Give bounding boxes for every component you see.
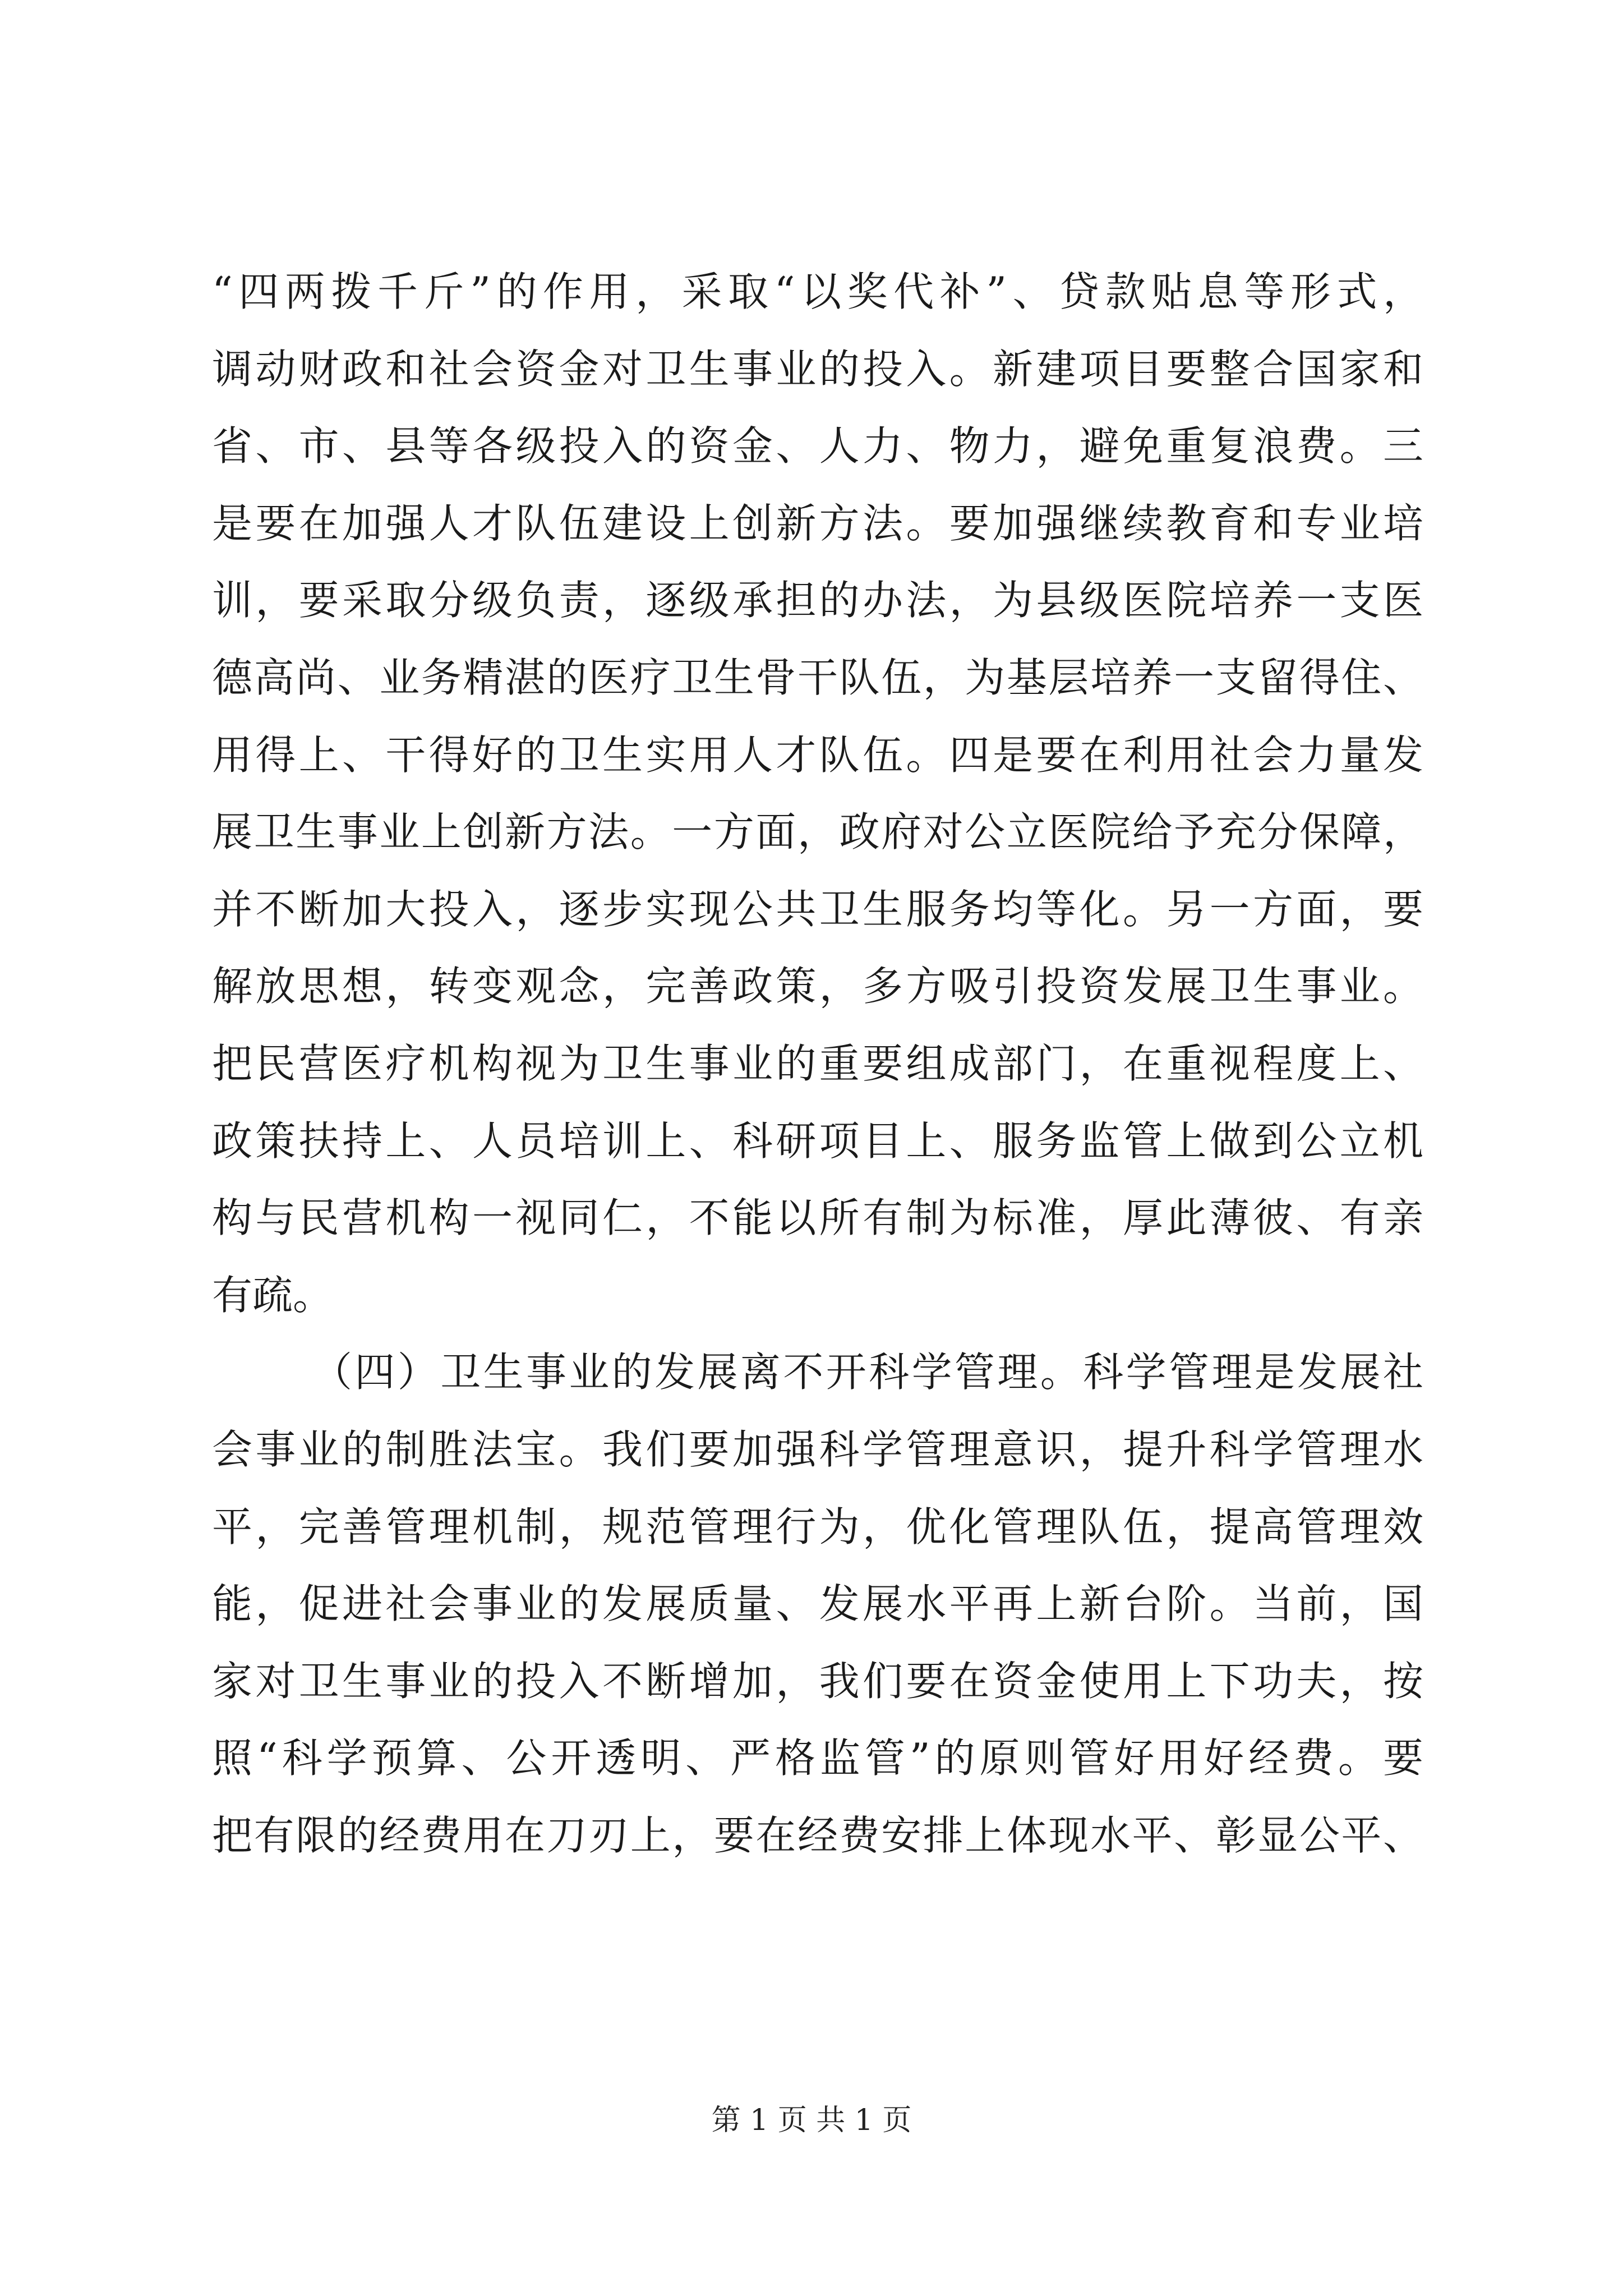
text-line: 家对卫生事业的投入不断增加，我们要在资金使用上下功夫，按 [212, 1657, 1423, 1705]
text-line: 照“科学预算、公开透明、严格监管”的原则管好用好经费。要 [212, 1734, 1423, 1782]
text-line: 德高尚、业务精湛的医疗卫生骨干队伍，为基层培养一支留得住、 [212, 654, 1423, 701]
text-line: 能，促进社会事业的发展质量、发展水平再上新台阶。当前，国 [212, 1580, 1423, 1628]
text-line: 解放思想，转变观念，完善政策，多方吸引投资发展卫生事业。 [212, 963, 1423, 1010]
text-line: “四两拨千斤”的作用，采取“以奖代补”、贷款贴息等形式， [212, 268, 1423, 315]
text-line: 展卫生事业上创新方法。一方面，政府对公立医院给予充分保障， [212, 808, 1423, 856]
text-line: 构与民营机构一视同仁，不能以所有制为标准，厚此薄彼、有亲 [212, 1194, 1423, 1242]
text-line: 并不断加大投入，逐步实现公共卫生服务均等化。另一方面，要 [212, 885, 1423, 933]
page-number-footer: 第 1 页 共 1 页 [711, 2104, 912, 2137]
text-line: 是要在加强人才队伍建设上创新方法。要加强继续教育和专业培 [212, 499, 1423, 547]
body-text [212, 254, 1423, 1874]
text-line: 调动财政和社会资金对卫生事业的投入。新建项目要整合国家和 [212, 345, 1423, 393]
text-line: 训，要采取分级负责，逐级承担的办法，为县级医院培养一支医 [212, 577, 1423, 624]
text-line: 会事业的制胜法宝。我们要加强科学管理意识，提升科学管理水 [212, 1425, 1423, 1473]
text-line: 有疏。 [212, 1271, 334, 1319]
text-line: 平，完善管理机制，规范管理行为，优化管理队伍，提高管理效 [212, 1503, 1423, 1550]
text-line: 用得上、干得好的卫生实用人才队伍。四是要在利用社会力量发 [212, 731, 1423, 779]
text-line: 政策扶持上、人员培训上、科研项目上、服务监管上做到公立机 [212, 1117, 1423, 1165]
text-line: 把民营医疗机构视为卫生事业的重要组成部门，在重视程度上、 [212, 1039, 1423, 1087]
text-line: 把有限的经费用在刀刃上，要在经费安排上体现水平、彰显公平、 [212, 1811, 1423, 1859]
text-line: 省、市、县等各级投入的资金、人力、物力，避免重复浪费。三 [212, 422, 1423, 470]
section-heading-line: （四）卫生事业的发展离不开科学管理。科学管理是发展社 [312, 1349, 1423, 1396]
